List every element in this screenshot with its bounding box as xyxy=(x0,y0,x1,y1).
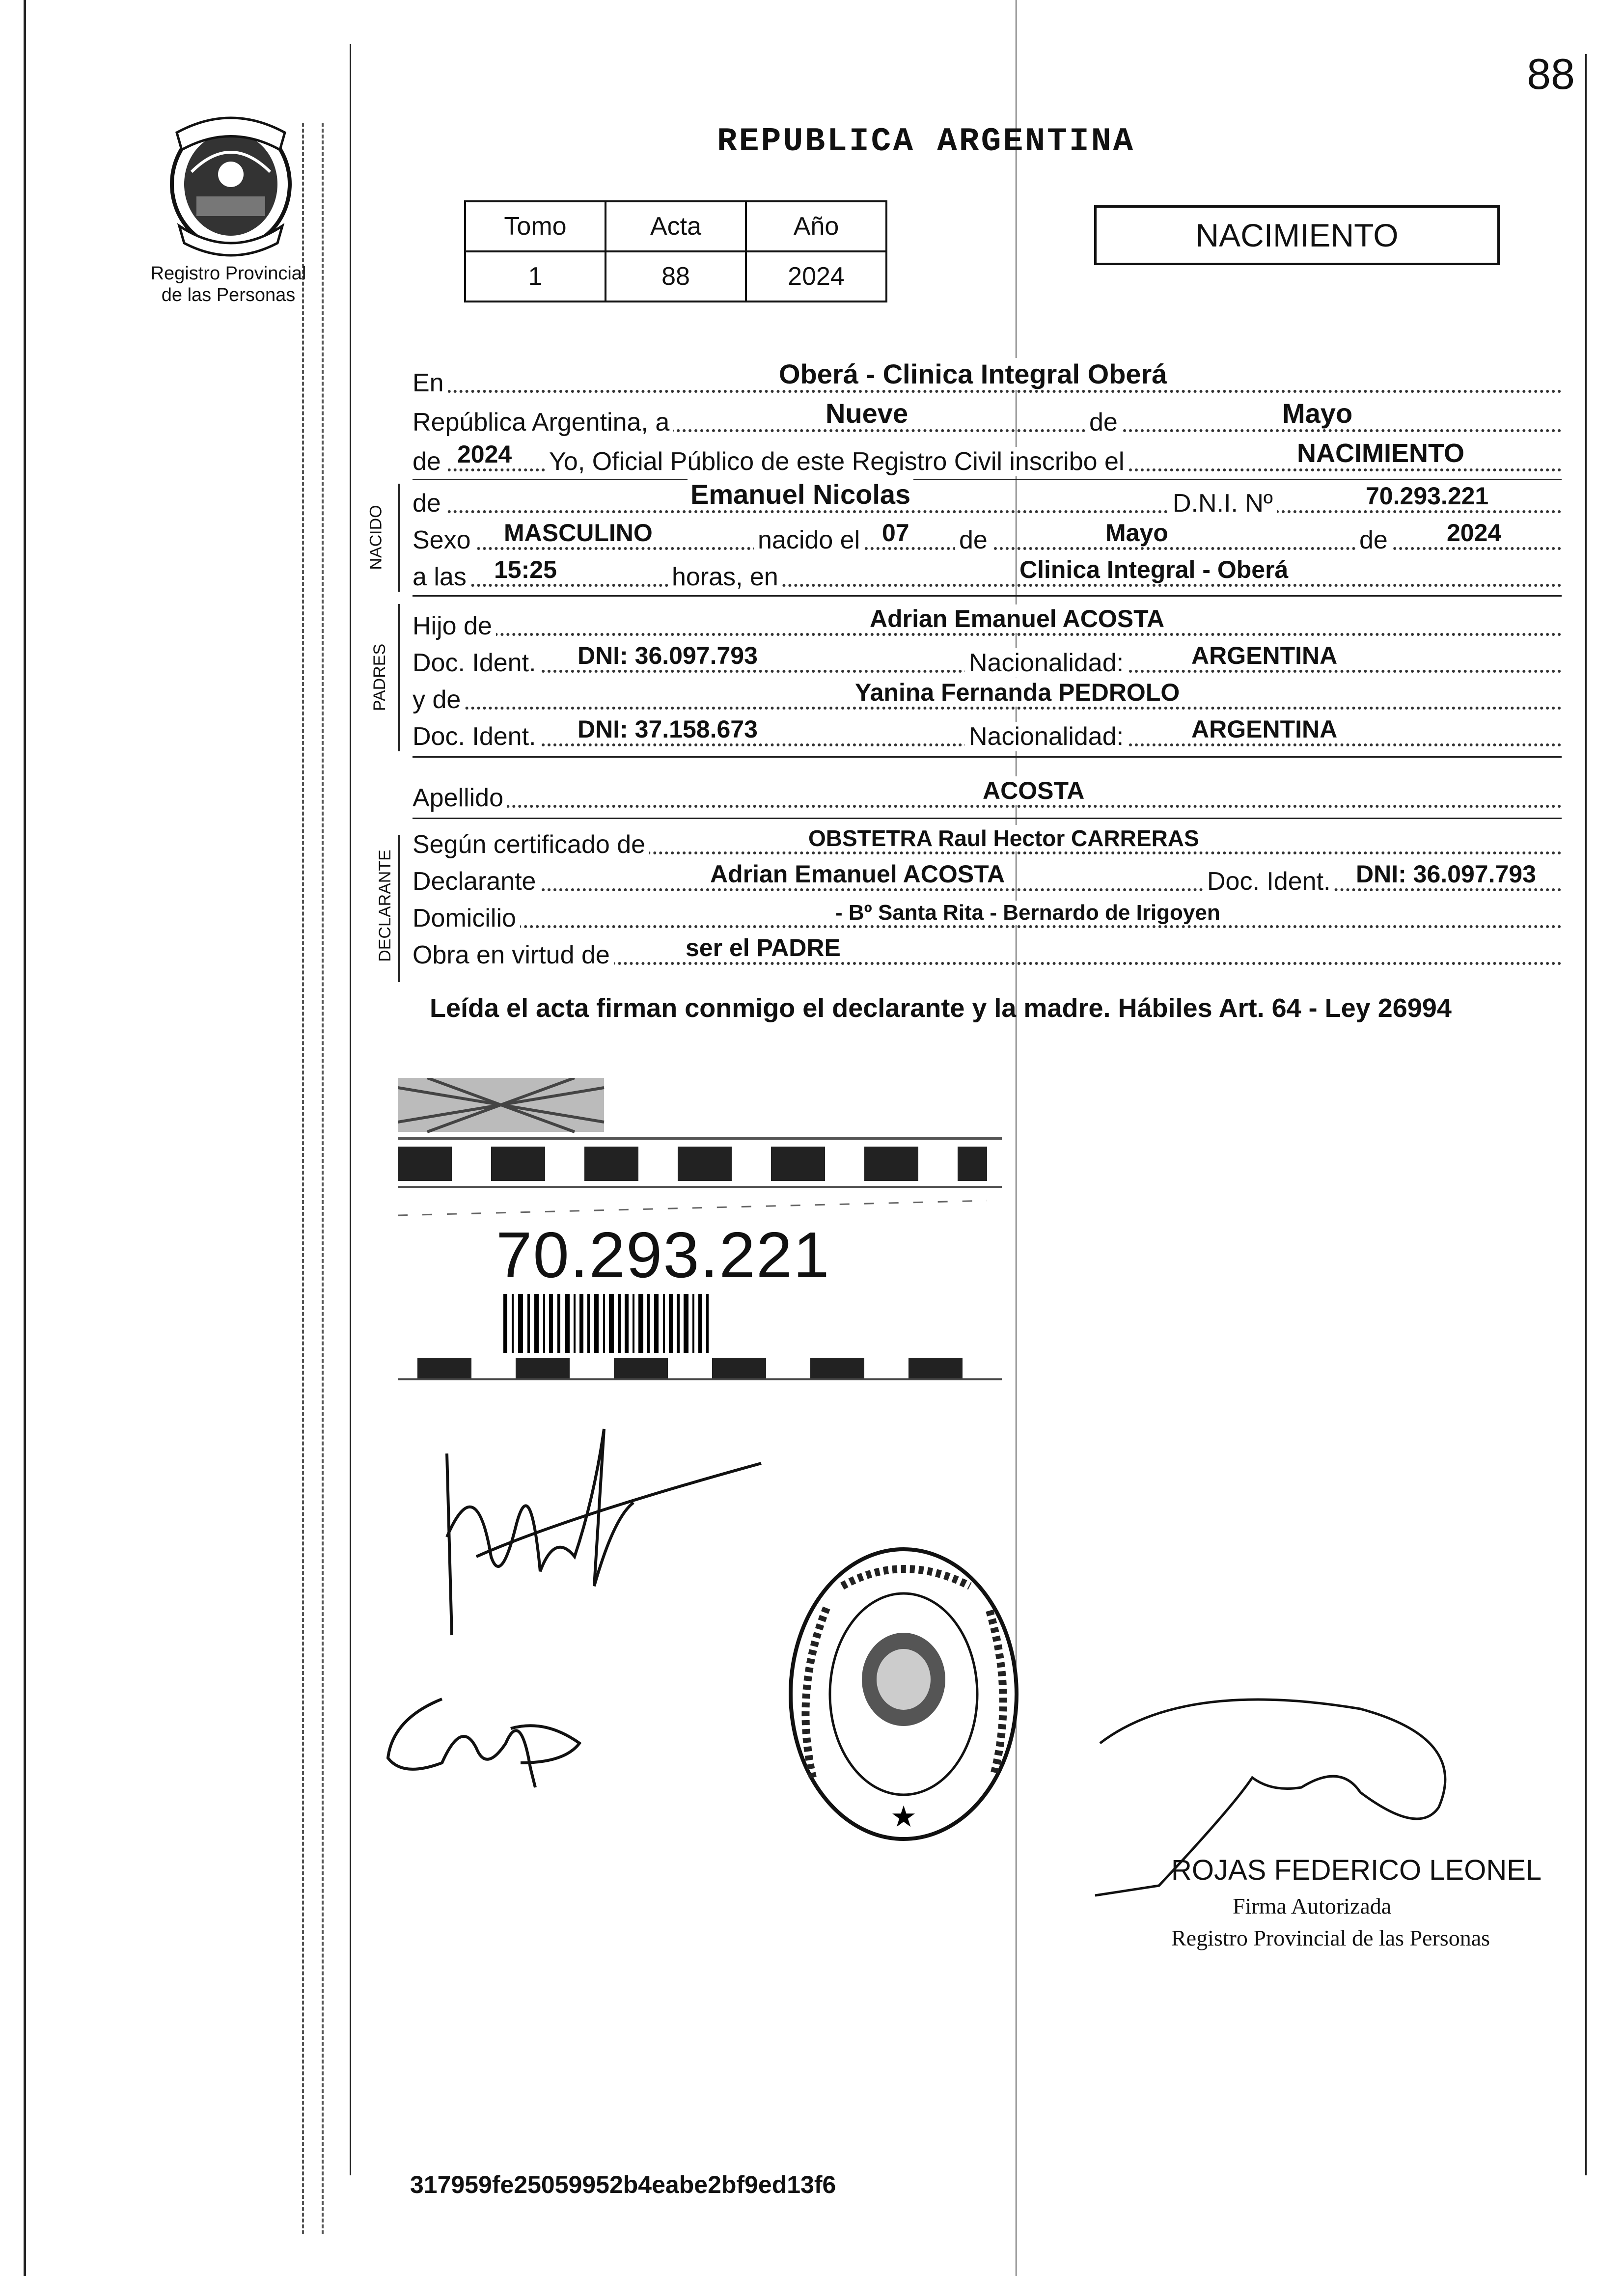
row-mother-doc xyxy=(413,712,1562,751)
label-y-de: y de xyxy=(413,685,465,714)
declarant-signature-icon xyxy=(417,1409,791,1645)
page-number: 88 xyxy=(1527,50,1575,98)
section-declarante: DECLARANTE xyxy=(375,850,394,962)
row-nacido-hora xyxy=(413,552,1562,592)
row-inscribo xyxy=(413,437,1562,476)
value-mother: Yanina Fernanda PEDROLO xyxy=(852,678,1183,707)
seal-caption-line2: de las Personas xyxy=(161,285,296,305)
officer-office: Registro Provincial de las Personas xyxy=(1171,1925,1490,1950)
row-certificado xyxy=(413,820,1562,859)
seal-caption-line1: Registro Provincial xyxy=(150,263,306,284)
mother-signature-icon xyxy=(383,1689,609,1792)
value-mother-nat: ARGENTINA xyxy=(1188,715,1340,743)
label-horas: horas, en xyxy=(668,562,782,592)
label-nac-father: Nacionalidad: xyxy=(965,648,1128,678)
value-obra: ser el PADRE xyxy=(683,933,844,962)
row-obra xyxy=(413,931,1562,970)
row-y-de xyxy=(413,675,1562,714)
value-child-name: Emanuel Nicolas xyxy=(688,478,913,510)
label-de-year2: de xyxy=(1355,525,1392,555)
country-title: REPUBLICA ARGENTINA xyxy=(717,123,1135,161)
register-value-row xyxy=(465,251,886,302)
label-doc-declarante: Doc. Ident. xyxy=(1203,867,1334,896)
label-doc-father: Doc. Ident. xyxy=(413,648,540,678)
value-month: Mayo xyxy=(1279,397,1355,429)
value-birth-year: 2024 xyxy=(1444,519,1504,547)
row-republica xyxy=(413,398,1562,437)
value-father: Adrian Emanuel ACOSTA xyxy=(867,604,1167,633)
register-value-ano: 2024 xyxy=(746,251,886,302)
right-margin-line xyxy=(1585,54,1587,2175)
label-inscribo: Yo, Oficial Público de este Registro Civil inscribo el xyxy=(545,447,1129,476)
label-en: En xyxy=(413,368,448,398)
label-republica: República Argentina, a xyxy=(413,408,673,437)
value-certificado: OBSTETRA Raul Hector CARRERAS xyxy=(805,825,1202,851)
value-inscribo: NACIMIENTO xyxy=(1294,438,1467,468)
label-apellido: Apellido xyxy=(413,783,507,813)
closing-statement: Leída el acta firman conmigo el declarante y la madre. Hábiles Art. 64 - Ley 26994 xyxy=(430,993,1452,1023)
label-de-year: de xyxy=(413,447,445,476)
register-header-tomo: Tomo xyxy=(465,201,606,251)
document-type-box: NACIMIENTO xyxy=(1094,205,1500,265)
value-domicilio: - Bº Santa Rita - Bernardo de Irigoyen xyxy=(832,901,1223,925)
value-child-dni: 70.293.221 xyxy=(1363,482,1491,510)
label-doc-mother: Doc. Ident. xyxy=(413,722,540,751)
row-apellido xyxy=(413,773,1562,813)
row-father-doc xyxy=(413,638,1562,678)
seal-caption xyxy=(140,263,317,306)
padres-bar xyxy=(398,604,400,751)
value-birth-day: 07 xyxy=(879,519,912,547)
label-hijo-de: Hijo de xyxy=(413,611,496,641)
value-father-nat: ARGENTINA xyxy=(1188,641,1340,670)
officer-role: Firma Autorizada xyxy=(1233,1893,1392,1919)
label-declarante: Declarante xyxy=(413,867,540,896)
label-sexo: Sexo xyxy=(413,525,475,555)
margin-line xyxy=(350,44,351,2175)
value-birth-place: Clinica Integral - Oberá xyxy=(1017,555,1291,584)
value-birth-time: 15:25 xyxy=(491,555,560,584)
value-apellido: ACOSTA xyxy=(980,776,1087,805)
label-certificado: Según certificado de xyxy=(413,830,649,859)
official-round-stamp-icon xyxy=(783,1542,1024,1846)
value-doc-declarante: DNI: 36.097.793 xyxy=(1356,860,1536,888)
document-hash: 317959fe25059952b4eabe2bf9ed13f6 xyxy=(410,2171,836,2198)
svg-text:★: ★ xyxy=(890,1800,917,1834)
province-seal-icon xyxy=(157,103,304,260)
perforation-line-2 xyxy=(322,123,325,2234)
separator-3 xyxy=(413,756,1562,758)
value-sexo: MASCULINO xyxy=(501,519,656,547)
separator-2 xyxy=(413,595,1562,597)
value-year: 2024 xyxy=(454,440,515,468)
register-table xyxy=(464,200,887,302)
label-de: de xyxy=(1085,408,1122,437)
section-nacido: NACIDO xyxy=(366,505,385,570)
value-mother-doc: DNI: 37.158.673 xyxy=(575,715,761,743)
center-fold-line xyxy=(1016,0,1017,2276)
row-domicilio xyxy=(413,894,1562,933)
row-declarante xyxy=(413,857,1562,896)
label-de-month: de xyxy=(955,525,991,555)
register-header-acta: Acta xyxy=(606,201,746,251)
row-nacido-name xyxy=(413,479,1562,518)
label-nac-mother: Nacionalidad: xyxy=(965,722,1128,751)
label-a-las: a las xyxy=(413,562,470,592)
value-place: Oberá - Clinica Integral Oberá xyxy=(776,358,1170,390)
row-nacido-sexo xyxy=(413,516,1562,555)
register-value-acta: 88 xyxy=(606,251,746,302)
officer-name: ROJAS FEDERICO LEONEL xyxy=(1171,1854,1542,1886)
register-header-row xyxy=(465,201,886,251)
row-en xyxy=(413,358,1562,398)
value-birth-month: Mayo xyxy=(1102,519,1171,547)
label-de-name: de xyxy=(413,489,445,518)
value-declarante: Adrian Emanuel ACOSTA xyxy=(707,860,1008,888)
register-value-tomo: 1 xyxy=(465,251,606,302)
stamp-number: 70.293.221 xyxy=(496,1219,830,1291)
value-day: Nueve xyxy=(823,397,911,429)
label-nacido-el: nacido el xyxy=(754,525,864,555)
nacido-bar xyxy=(398,484,400,592)
separator-4 xyxy=(413,818,1562,819)
declarante-bar xyxy=(398,835,400,982)
perforation-line xyxy=(302,123,305,2234)
row-hijo-de xyxy=(413,602,1562,641)
section-padres: PADRES xyxy=(370,643,389,712)
label-dni: D.N.I. Nº xyxy=(1169,489,1277,518)
label-obra: Obra en virtud de xyxy=(413,940,614,970)
value-father-doc: DNI: 36.097.793 xyxy=(575,641,761,670)
left-edge-line xyxy=(24,0,26,2276)
label-domicilio: Domicilio xyxy=(413,904,520,933)
register-header-ano: Año xyxy=(746,201,886,251)
